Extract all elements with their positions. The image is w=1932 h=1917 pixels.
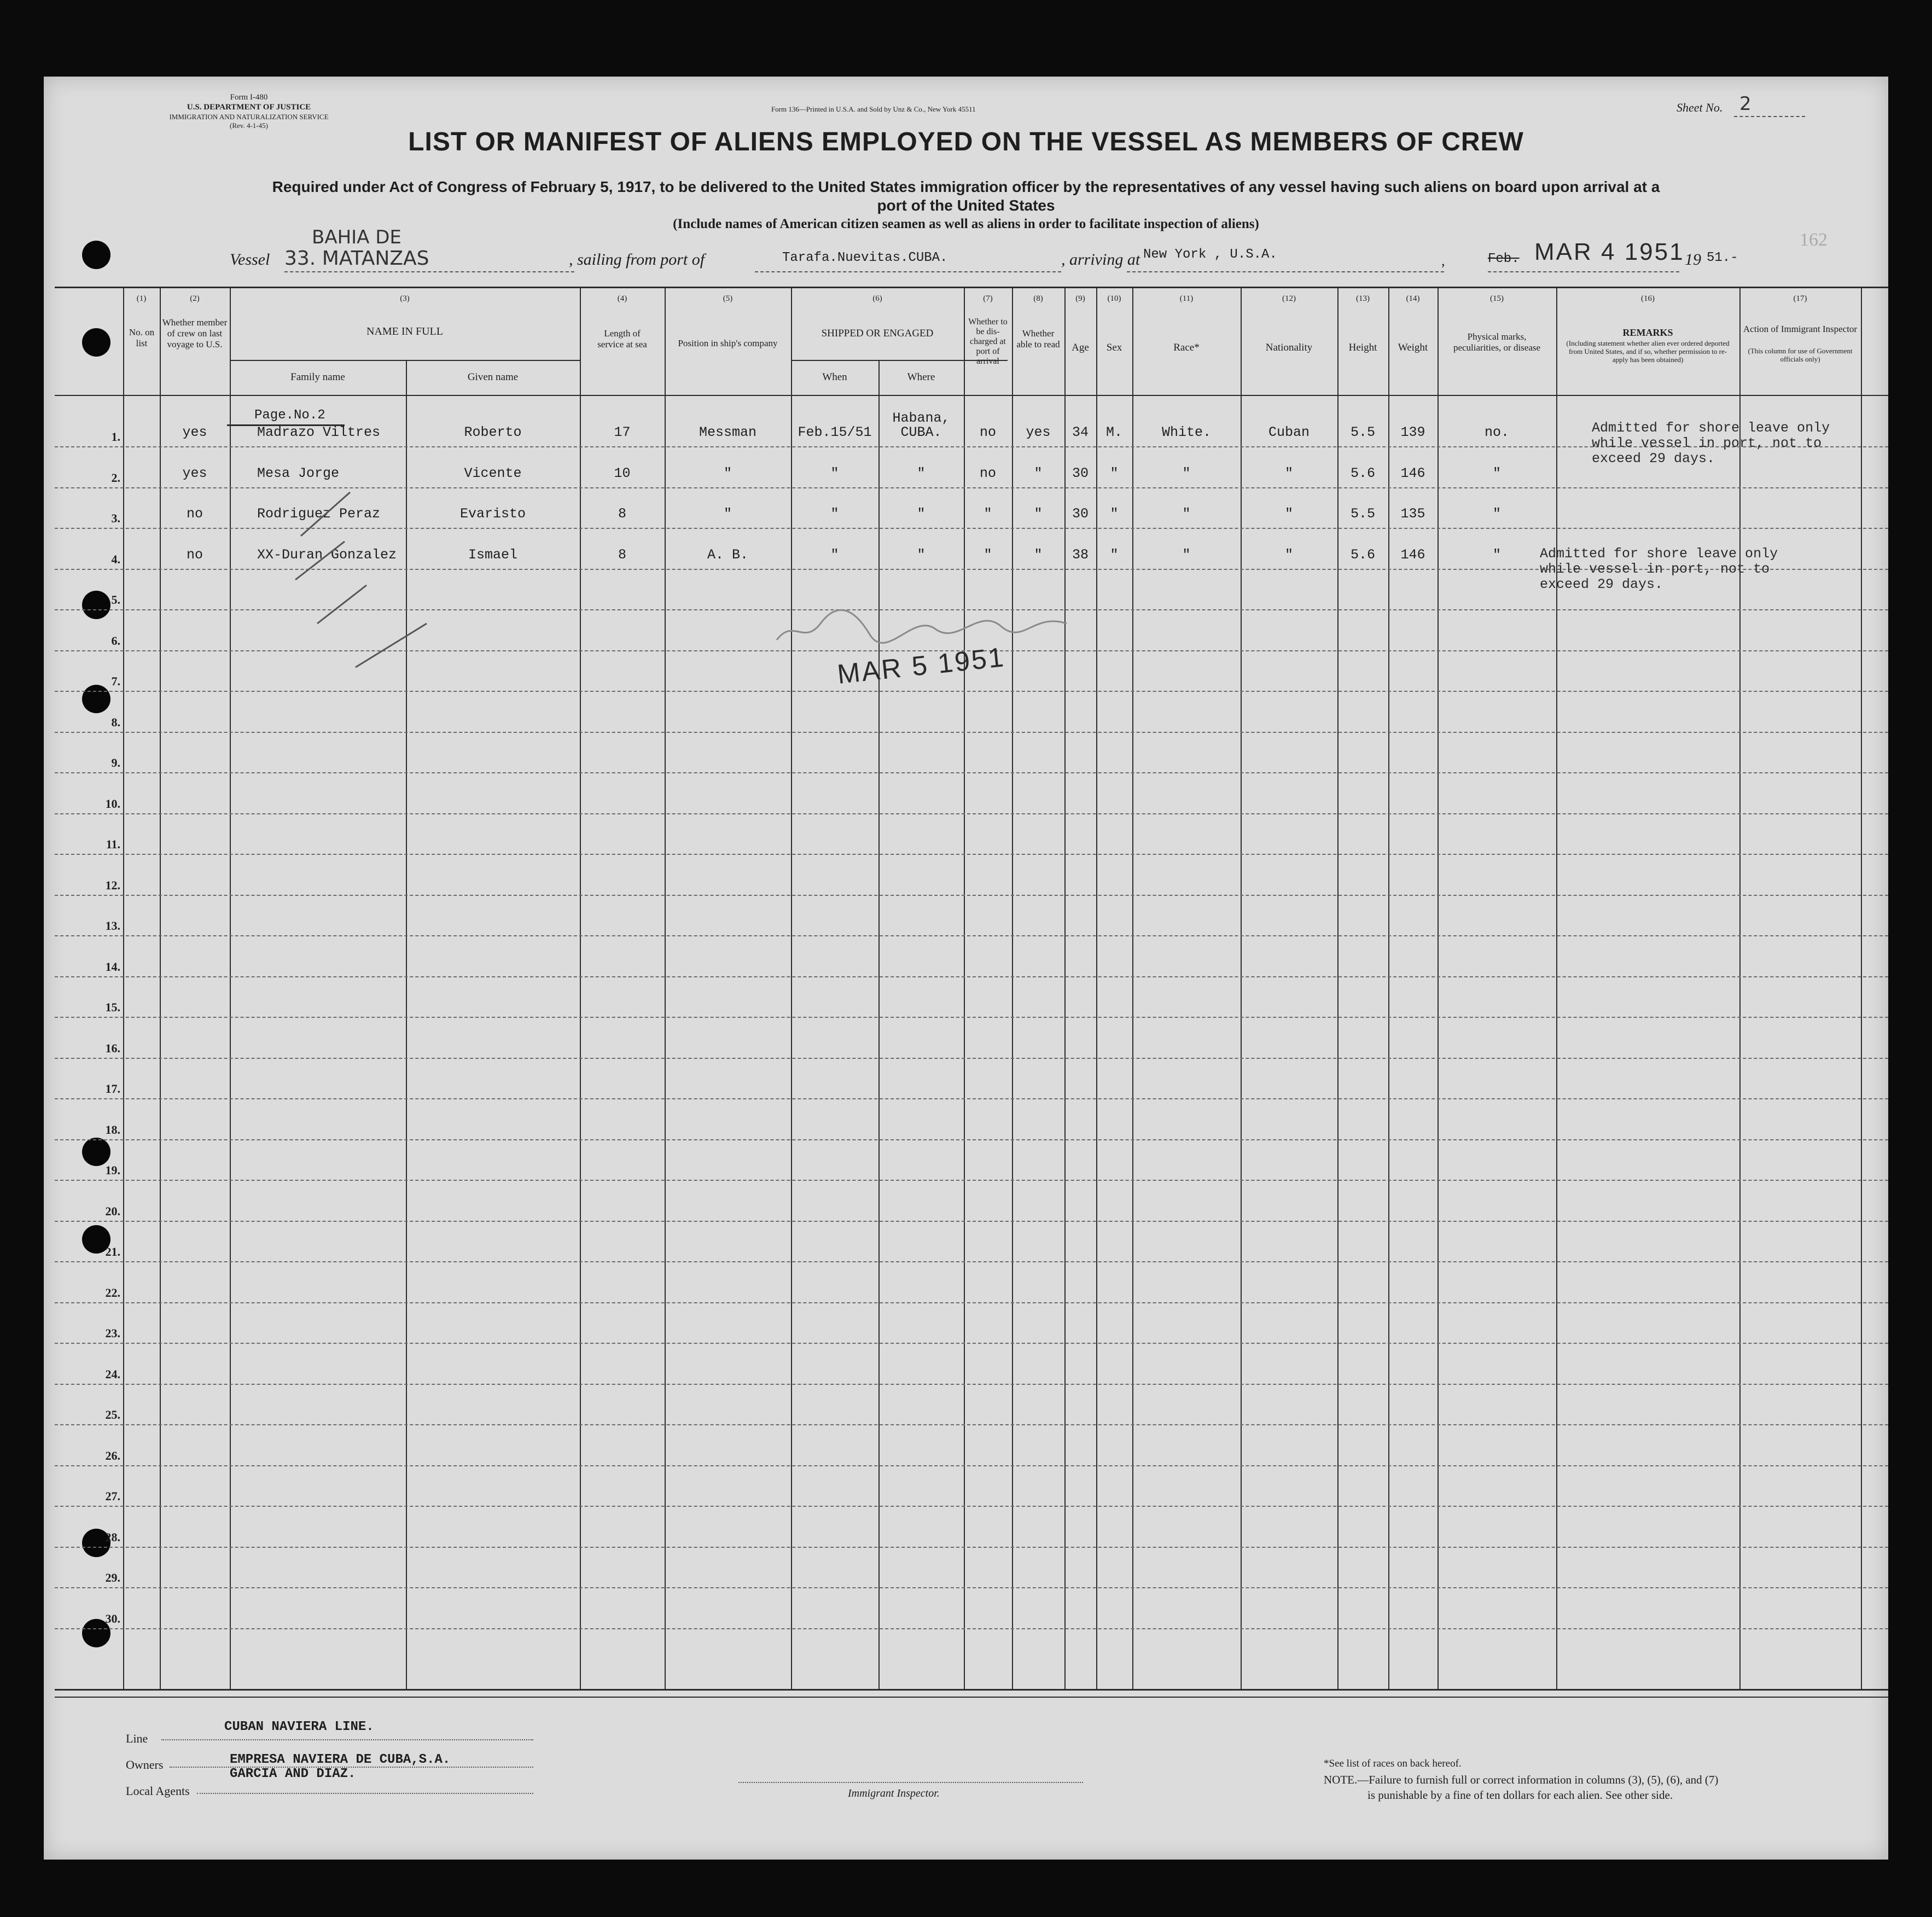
cell-race: " (1182, 506, 1191, 522)
cell-marks: no. (1484, 424, 1509, 440)
cell-service: 10 (614, 465, 631, 481)
row-number: 19. (105, 1163, 120, 1177)
cell-service: 17 (614, 424, 631, 440)
row-rule (55, 1098, 1888, 1099)
row-rule (55, 1628, 1888, 1629)
row-number: 24. (105, 1367, 120, 1381)
date-stamp: MAR 4 1951 (1534, 238, 1685, 265)
col-num-10: (10) (1107, 294, 1121, 303)
col-shipped-when: When (822, 371, 847, 383)
cell-position: Messman (699, 424, 757, 440)
service: IMMIGRATION AND NATURALIZATION SERVICE (169, 113, 329, 121)
col-discharged: Whether to be dis- charged at port of arrival (968, 317, 1008, 366)
cell-weight: 135 (1400, 506, 1425, 522)
row-number: 3. (111, 511, 120, 525)
cell-nationality: " (1284, 506, 1293, 522)
manifest-sheet: Form I-480 U.S. DEPARTMENT OF JUSTICE IMMIGRATION AND NATURALIZATION SERVICE (Rev. 4-1-45) Form 136—Printed in U.S.A. and Sold by Unz & Co., New York 45511 Sheet No. 2 162 LIST OR MANIFEST OF ALIENS EMPLOYED ON THE VESSEL AS MEMBERS OF CREW Required under Act of Congress of February 5, 1917, to be delivered to the United States immigration officer by the representatives of any vessel having such aliens on board upon arrival at a port of the United States (Include names of American citizen seamen as well as aliens in order to facilitate inspection of aliens) Vessel BAHIA DE 33. MATANZAS , sailing from port of Tarafa.Nuevitas.CUBA. , arriving at New York , U.S.A. , Feb. MAR 4 1951 19 51.- (1) (2) (3) (4) (5) (6) (7) (8) (9) (10) (11) (12) (13) (14) (15) (16) (17) No. on list Whether member of crew on last voyage to U.S. NAME IN FULL Family name Given name Length of service at sea Position in ship's company SHIPPED OR ENGAGED When Where Whether to be dis- charged at port of arrival Whether able to read Age Sex Race* Nationality Height Weight Physical marks, peculiarities, or disease REMARKS (Including statement whether alien ever ordered deported from United States, and if so, whether permission to re- apply has been obtained) Action of Immigrant Inspector (This column for use of Government officials only) Page.No.2 1. yes Madrazo Viltres Roberto 17 Messman Feb.15/51 no yes 34 M. White. Cuban 5.5 139 no. Habana, CUBA. 2. yes Mesa Jorge Vicente 10 " " no " 30 " " " 5.6 146 " " 3. no Rodriguez Peraz Evaristo 8 " " " " 30 " " " 5.5 135 " " 4. no XX-Duran Gonzalez Ismael 8 A. B. " " " 38 " " " 5.6 146 " " 5. 6. 7. 8. 9. 10. 11. 12. 13. 14. 15. 16. 17. 18. 19. 20. 21. 22. 23. 24. 25. 26. 27. 28. 29. 30. Admitted for shore leave only while vessel in port, not to exceed 29 days. Admitted for shore leave only while vessel in port, not to exceed 29 days. MAR 5 1951 Line CUBAN NAVIERA LINE. Owners EMPRESA NAVIERA DE CUBA,S.A. GARCIA AND DIAZ. Local Agents Immigrant Inspector. *See list of races on back hereof. NOTE.—Failure to furnish full or correct information in columns (3), (5), (6), and (7) is punishable by a fine of ten dollars for each alien. See other side. (44, 77, 1888, 1860)
row-rule (55, 1547, 1888, 1548)
cell-where: " (917, 465, 926, 481)
col-remarks-note: (Including statement whether alien ever ordered deported from United States, and if so, whether permission to re- apply has been obtained) (1566, 339, 1730, 364)
cell-where: CUBA. (900, 424, 942, 440)
col-num-14: (14) (1406, 294, 1420, 303)
cell-race: White. (1161, 424, 1211, 440)
col-shipped-engaged: SHIPPED OR ENGAGED (821, 328, 934, 339)
col-height: Height (1348, 342, 1377, 353)
cell-when: " (830, 547, 839, 563)
row-number: 27. (105, 1489, 120, 1503)
row-number: 7. (111, 674, 120, 688)
col-num-16: (16) (1641, 294, 1655, 303)
cell-when: " (830, 465, 839, 481)
vessel-label: Vessel (230, 250, 270, 269)
remark-row4-line1: Admitted for shore leave only (1540, 546, 1778, 562)
row-number: 11. (106, 837, 120, 851)
row-number: 12. (105, 878, 120, 892)
cell-sex: " (1110, 547, 1119, 563)
row-rule (55, 1261, 1888, 1262)
col-race: Race* (1173, 342, 1200, 353)
col-num-4: (4) (617, 294, 627, 303)
cell-height: 5.5 (1350, 424, 1375, 440)
cell-service: 8 (618, 506, 626, 522)
cell-read: yes (1026, 424, 1051, 440)
row-number: 9. (111, 756, 120, 770)
inspector-label: Immigrant Inspector. (848, 1787, 940, 1799)
cell-given: Roberto (464, 424, 522, 440)
row-number: 25. (105, 1408, 120, 1421)
cell-when: Feb.15/51 (798, 424, 872, 440)
sheet-number: 2 (1739, 93, 1751, 115)
cell-height: 5.6 (1350, 547, 1375, 563)
punch-hole (82, 241, 110, 269)
row-number: 5. (111, 593, 120, 607)
cell-where: " (917, 506, 926, 522)
row-rule (55, 1506, 1888, 1507)
row-number: 18. (105, 1123, 120, 1137)
year-value: 51.- (1707, 250, 1738, 265)
form-revision: (Rev. 4-1-45) (230, 121, 268, 130)
row-number: 14. (105, 960, 120, 974)
vessel-name-top: BAHIA DE (312, 226, 401, 248)
cell-family: Madrazo Viltres (257, 424, 381, 440)
remark-row1-line2: while vessel in port, not to (1592, 435, 1822, 451)
cell-sex: " (1110, 465, 1119, 481)
line-value: CUBAN NAVIERA LINE. (224, 1720, 374, 1734)
cell-given: Evaristo (459, 506, 526, 522)
row-number: 29. (105, 1571, 120, 1584)
sailing-label: , sailing from port of (569, 250, 705, 269)
row-rule (55, 854, 1888, 855)
cell-height: 5.6 (1350, 465, 1375, 481)
col-no-on-list: No. on list (129, 327, 155, 348)
cell-read: " (1034, 465, 1043, 481)
cell-family: Rodriguez Peraz (257, 506, 381, 522)
subtitle-port: port of the United States (877, 197, 1055, 214)
cell-member: no (186, 506, 203, 522)
row-number: 21. (105, 1245, 120, 1258)
cell-race: " (1182, 465, 1191, 481)
col-action-note: (This column for use of Government officials only) (1748, 347, 1853, 363)
subtitle-act: Required under Act of Congress of February 5, 1917, to be delivered to the United States immigration officer by the representatives of any vessel having such aliens on board upon arrival at a (272, 178, 1660, 195)
row-number: 30. (105, 1612, 120, 1625)
col-num-6: (6) (872, 294, 882, 303)
cell-nationality: Cuban (1268, 424, 1310, 440)
races-note: *See list of races on back hereof. (1324, 1758, 1462, 1769)
col-given-name: Given name (467, 371, 519, 383)
col-num-15: (15) (1490, 294, 1504, 303)
row-number: 15. (105, 1000, 120, 1014)
row-rule (55, 1343, 1888, 1344)
cell-weight: 146 (1400, 547, 1425, 563)
arriving-port: New York , U.S.A. (1143, 247, 1277, 262)
col-weight: Weight (1398, 342, 1428, 353)
year-label: 19 (1685, 250, 1701, 269)
line-label: Line (126, 1732, 148, 1745)
col-num-2: (2) (190, 294, 200, 303)
row-rule (55, 976, 1888, 977)
cell-where: " (917, 547, 926, 563)
agents-label: Local Agents (126, 1784, 190, 1798)
checkmark-strokes (263, 405, 591, 733)
row-rule (55, 1465, 1888, 1466)
col-num-1: (1) (136, 294, 147, 303)
row-number: 10. (105, 797, 120, 811)
col-name-in-full: NAME IN FULL (366, 325, 443, 337)
row-rule (55, 895, 1888, 896)
cell-position: " (723, 465, 732, 481)
punch-hole (82, 685, 110, 713)
col-family-name: Family name (290, 371, 345, 383)
arrival-stamp: MAR 5 1951 (835, 642, 1007, 690)
sailing-port: Tarafa.Nuevitas.CUBA. (782, 250, 948, 265)
col-shipped-where: Where (907, 371, 935, 383)
row-rule (55, 1587, 1888, 1588)
signature-scribble (771, 596, 1099, 662)
row-rule (55, 1424, 1888, 1425)
col-position: Position in ship's company (678, 338, 778, 348)
cell-nationality: " (1284, 547, 1293, 563)
row-rule (55, 1221, 1888, 1222)
sheet-label: Sheet No. (1677, 101, 1723, 114)
cell-age: 38 (1072, 547, 1089, 563)
remark-row1-line3: exceed 29 days. (1592, 451, 1715, 467)
row-number: 20. (105, 1204, 120, 1218)
department: U.S. DEPARTMENT OF JUSTICE (187, 103, 311, 112)
row-rule (55, 1139, 1888, 1140)
row-rule (55, 772, 1888, 773)
cell-marks: " (1492, 506, 1501, 522)
cell-position: A. B. (707, 547, 748, 563)
remark-row4-line3: exceed 29 days. (1540, 576, 1663, 592)
cell-position: " (723, 506, 732, 522)
cell-discharged: no (979, 465, 996, 481)
col-num-9: (9) (1075, 294, 1085, 303)
cell-age: 30 (1072, 465, 1089, 481)
col-num-3: (3) (400, 294, 410, 303)
cell-given: Vicente (464, 465, 522, 481)
printer-line: Form 136—Printed in U.S.A. and Sold by Unz & Co., New York 45511 (771, 105, 976, 113)
col-action-inspector: Action of Immigrant Inspector (1743, 324, 1858, 334)
cell-discharged: " (984, 506, 992, 522)
row-number: 4. (111, 552, 120, 566)
cell-read: " (1034, 547, 1043, 563)
row-number: 17. (105, 1082, 120, 1096)
row-number: 16. (105, 1041, 120, 1055)
cell-member: no (186, 547, 203, 563)
cell-height: 5.5 (1350, 506, 1375, 522)
col-length-service: Length of service at sea (597, 328, 647, 349)
col-able-read: Whether able to read (1016, 328, 1060, 349)
col-num-5: (5) (723, 294, 733, 303)
row-number: 26. (105, 1449, 120, 1462)
row-number: 13. (105, 919, 120, 933)
remark-row4-line2: while vessel in port, not to (1540, 561, 1770, 577)
cell-member: yes (182, 424, 207, 440)
col-num-8: (8) (1033, 294, 1043, 303)
cell-family: XX-Duran Gonzalez (257, 547, 397, 563)
punch-hole (82, 328, 110, 357)
col-num-12: (12) (1282, 294, 1296, 303)
cell-discharged: " (984, 547, 992, 563)
cell-family: Mesa Jorge (257, 465, 340, 481)
row-number: 28. (105, 1530, 120, 1544)
row-rule (55, 1180, 1888, 1181)
cell-discharged: no (979, 424, 996, 440)
note-line-2: is punishable by a fine of ten dollars for each alien. See other side. (1367, 1788, 1673, 1802)
col-num-7: (7) (983, 294, 993, 303)
row-number: 1. (111, 430, 120, 444)
col-member-last-voyage: Whether member of crew on last voyage to U.S. (162, 317, 228, 349)
cell-race: " (1182, 547, 1191, 563)
page-title: LIST OR MANIFEST OF ALIENS EMPLOYED ON THE VESSEL AS MEMBERS OF CREW (408, 127, 1524, 156)
owners-value: EMPRESA NAVIERA DE CUBA,S.A. (230, 1752, 451, 1767)
cell-marks: " (1492, 465, 1501, 481)
row-number: 6. (111, 634, 120, 648)
page-stamp: 162 (1800, 230, 1828, 250)
cell-nationality: " (1284, 465, 1293, 481)
cell-weight: 146 (1400, 465, 1425, 481)
cell-age: 34 (1072, 424, 1089, 440)
col-num-11: (11) (1179, 294, 1194, 303)
col-num-17: (17) (1793, 294, 1807, 303)
arriving-label: , arriving at (1061, 250, 1140, 269)
col-age: Age (1072, 342, 1089, 353)
date-struck: Feb. (1488, 252, 1520, 266)
vessel-name: 33. MATANZAS (284, 247, 429, 270)
col-nationality: Nationality (1265, 342, 1313, 353)
row-number: 23. (105, 1326, 120, 1340)
cell-when: " (830, 506, 839, 522)
row-rule (55, 1302, 1888, 1303)
subtitle-include: (Include names of American citizen seamen as well as aliens in order to facilitate inspection of aliens) (673, 217, 1259, 231)
col-num-13: (13) (1356, 294, 1370, 303)
cell-sex: " (1110, 506, 1119, 522)
cell-age: 30 (1072, 506, 1089, 522)
cell-weight: 139 (1400, 424, 1425, 440)
row-number: 2. (111, 471, 120, 485)
cell-marks: " (1492, 547, 1501, 563)
cell-service: 8 (618, 547, 626, 563)
cell-read: " (1034, 506, 1043, 522)
cell-given: Ismael (468, 547, 517, 563)
row-rule (55, 1384, 1888, 1385)
col-remarks: REMARKS (1622, 327, 1673, 338)
cell-sex: M. (1105, 424, 1122, 440)
cell-member: yes (182, 465, 207, 481)
owners-label: Owners (126, 1758, 164, 1772)
row-rule (55, 1058, 1888, 1059)
row-rule (55, 1017, 1888, 1018)
col-physical-marks: Physical marks, peculiarities, or disease (1453, 331, 1541, 353)
form-number: Form I-480 (230, 93, 268, 102)
note-line-1: NOTE.—Failure to furnish full or correct information in columns (3), (5), (6), and (7) (1324, 1773, 1719, 1786)
row-rule (55, 813, 1888, 814)
cell-where-line1: Habana, (892, 410, 950, 426)
agents-value: GARCIA AND DIAZ. (230, 1767, 356, 1781)
col-sex: Sex (1106, 342, 1122, 353)
row-number: 22. (105, 1286, 120, 1300)
punch-hole (82, 1138, 110, 1166)
row-number: 8. (111, 715, 120, 729)
remark-row1-line1: Admitted for shore leave only (1592, 420, 1830, 436)
row-rule (55, 935, 1888, 936)
page-note: Page.No.2 (254, 408, 325, 423)
